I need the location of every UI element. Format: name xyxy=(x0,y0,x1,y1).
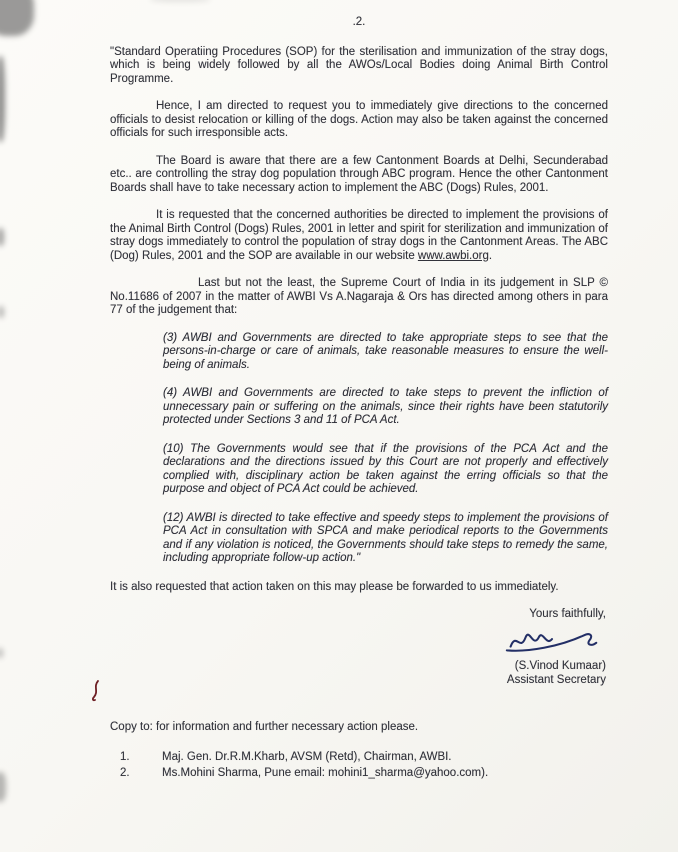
letter-content xyxy=(110,16,608,784)
signatory-title: Assistant Secretary xyxy=(506,673,606,686)
page-number: .2. xyxy=(352,16,366,28)
signature-block xyxy=(110,608,608,687)
awbi-website-link[interactable]: www.awbi.org xyxy=(417,249,489,262)
judgement-quote-12: (12) AWBI is directed to take effective and speedy steps to implement the provisions of PCA Act in consultation with SPCA and make periodical reports to the Governments and if any violation is noticed, the Governments should take steps to remedy the same, including appropriate follow-up action." xyxy=(163,511,608,564)
judgement-quote-4: (4) AWBI and Governments are directed to take steps to prevent the infliction of unnecessary pain or suffering on the animals, since their rights have been statutorily protected under Sections 3 and 11 of PCA Act. xyxy=(163,387,608,426)
copy-item-text: Maj. Gen. Dr.R.M.Kharb, AVSM (Retd), Chairman, AWBI. xyxy=(162,750,452,763)
paragraph-supreme-court: Last but not the least, the Supreme Court of India in its judgement in SLP © No.11686 of 2007 in the matter of AWBI Vs A.Nagaraja & Ors has directed among others in para 77 of the judgement that: xyxy=(110,277,608,316)
copy-list-item xyxy=(120,767,608,781)
scan-artifact xyxy=(150,0,210,2)
pen-mark-stroke xyxy=(90,679,102,703)
copy-to-section xyxy=(110,721,608,781)
copy-item-text: Ms.Mohini Sharma, Pune email: mohini1_sharma@yahoo.com). xyxy=(162,767,489,779)
paragraph-implementation-request xyxy=(110,209,608,263)
pen-mark xyxy=(90,679,102,708)
copy-item-number: 1. xyxy=(120,750,130,763)
signature-ink xyxy=(502,624,602,656)
scan-artifact xyxy=(0,648,3,658)
paragraph-text: It is requested that the concerned authorities be directed to implement the provisions of the Animal Birth Control (Dogs) Rules, 2001 in letter and spirit for sterilization and immunization of stray dogs immediately to control the population of stray dogs in the Cantonment Areas. The ABC (Dog) Rules, 2001 and the SOP are available in our website xyxy=(110,209,608,262)
signatory-name: (S.Vinod Kumaar) xyxy=(514,660,606,672)
paragraph-sop: "Standard Operatiing Procedures (SOP) for the sterilisation and immunization of the stray dogs, which is being widely followed by all the AWOs/Local Bodies doing Animal Birth Control Programme. xyxy=(110,45,608,85)
paragraph-text: . xyxy=(488,249,493,262)
scan-artifact xyxy=(0,56,5,142)
judgement-quote-10: (10) The Governments would see that if the provisions of the PCA Act and the declarations and the directions issued by this Court are not properly and effectively complied with, disciplinary action be taken against the erring officials so that the purpose and object of PCA Act could be achieved. xyxy=(163,442,608,495)
scan-artifact xyxy=(0,306,4,318)
scan-artifact xyxy=(0,772,6,802)
scan-artifact xyxy=(0,228,4,246)
valediction: Yours faithfully, xyxy=(529,608,606,620)
paragraph-action-taken: It is also requested that action taken on this may please be forwarded to us immediately. xyxy=(110,580,559,593)
paragraph-cantonment-boards: The Board is aware that there are a few Cantonment Boards at Delhi, Secunderabad etc.. are controlling the stray dog population through ABC program. Hence the other Cantonment Boards shall have to take necessary action to implement the ABC (Dogs) Rules, 2001. xyxy=(110,154,608,194)
copy-item-number: 2. xyxy=(120,767,130,779)
signature-scribble xyxy=(502,624,602,661)
scan-artifact xyxy=(0,0,34,36)
copy-to-heading: Copy to: for information and further necessary action please. xyxy=(110,721,419,733)
paragraph-directions-request: Hence, I am directed to request you to immediately give directions to the concerned officials to desist relocation or killing of the dogs. Action may also be taken against the concerned officials for such irresponsible acts. xyxy=(110,100,608,139)
copy-list-item xyxy=(120,751,608,765)
judgement-quote-3: (3) AWBI and Governments are directed to take appropriate steps to see that the persons-in-charge or care of animals, take reasonable measures to ensure the well-being of animals. xyxy=(163,331,608,371)
